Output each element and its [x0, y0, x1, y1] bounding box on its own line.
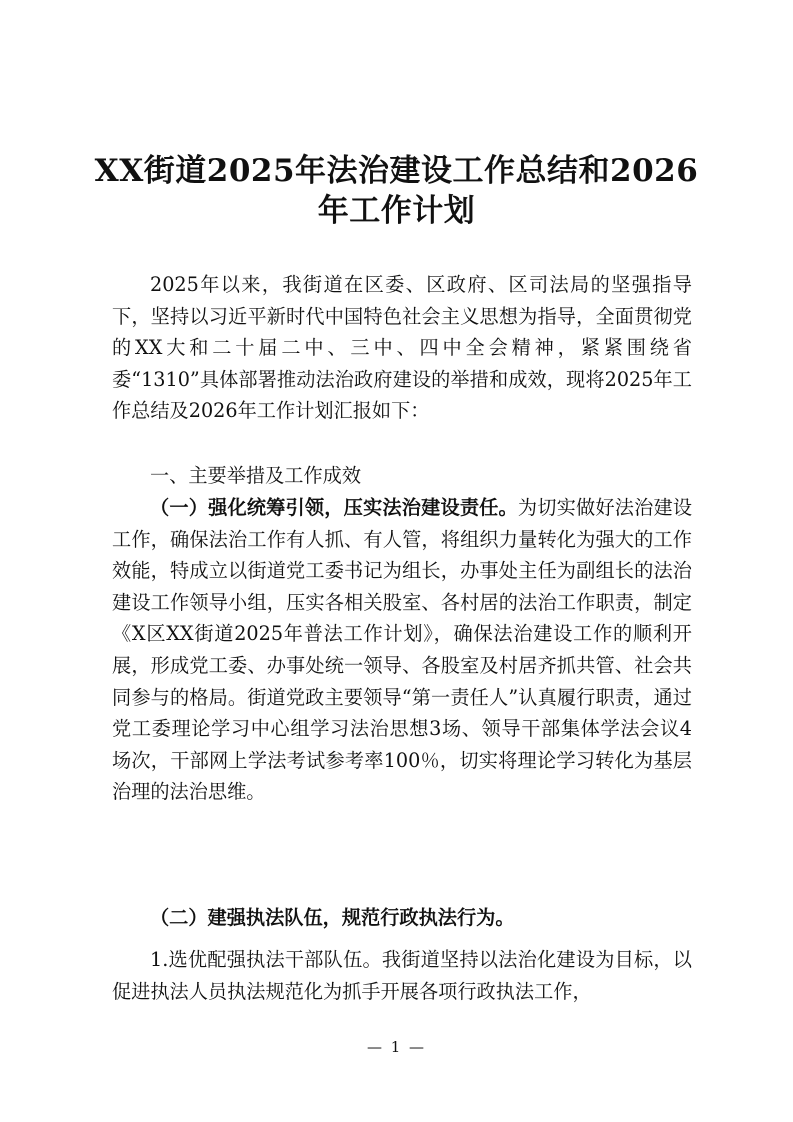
document-title-line-2: 年工作计划: [317, 193, 476, 229]
intro-paragraph: 2025年以来，我街道在区委、区政府、区司法局的坚强指导下，坚持以习近平新时代中国特色社会主义思想为指导，全面贯彻党的XX大和二十届二中、三中、四中全会精神，紧紧围绕省委“1310”具体部署推动法治政府建设的举措和成效，现将2025年工作总结及2026年工作计划汇报如下：: [112, 273, 692, 423]
item-1-paragraph: 1.选优配强执法干部队伍。我街道坚持以法治化建设为目标，以促进执法人员执法规范化为抓手开展各项行政执法工作，: [112, 948, 692, 1003]
page-number: — 1 —: [366, 1038, 427, 1056]
subsection-1-body: 为切实做好法治建设工作，确保法治工作有人抓、有人管，将组织力量转化为强大的工作效能，特成立以街道党工委书记为组长，办事处主任为副组长的法治建设工作领导小组，压实各相关股室、各村居的法治工作职责，制定《X区XX街道2025年普法工作计划》，确保法治建设工作的顺利开展，形成党工委、办事处统一领导、各股室及村居齐抓共管、社会共同参与的格局。街道党政主要领导“第一责任人”认真履行职责，通过党工委理论学习中心组学习法治思想3场、领导干部集体学法会议4场次，干部网上学法考试参考率100％，切实将理论学习转化为基层治理的法治思维。: [112, 496, 693, 804]
subsection-1-heading: （一）强化统筹引领，压实法治建设责任。: [150, 496, 518, 519]
document-title-line-1: XX街道2025年法治建设工作总结和2026: [94, 153, 699, 189]
subsection-2-heading: （二）建强执法队伍，规范行政执法行为。: [150, 906, 515, 929]
section-heading-main-measures: 一、主要举措及工作成效: [150, 464, 362, 487]
subsection-1-paragraph: [112, 492, 692, 808]
